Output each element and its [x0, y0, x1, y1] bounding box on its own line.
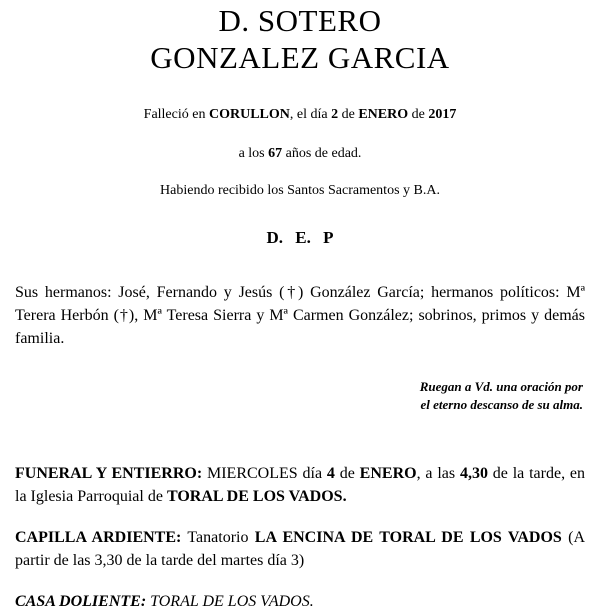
death-de2: de — [408, 107, 429, 122]
age-value: 67 — [268, 146, 283, 161]
funeral-place: TORAL DE LOS VADOS. — [166, 488, 347, 505]
death-mid: , el día — [289, 107, 332, 122]
age-prefix: a los — [238, 146, 269, 161]
funeral-t1: MIERCOLES día — [202, 465, 327, 482]
death-day: 2 — [331, 107, 339, 122]
deceased-name-line2: GONZALEZ GARCIA — [150, 40, 450, 75]
chapel-place: LA ENCINA DE TORAL DE LOS VADOS — [254, 529, 562, 546]
funeral-paragraph — [15, 462, 585, 508]
chapel-label: CAPILLA ARDIENTE: — [15, 529, 182, 546]
funeral-day: 4 — [326, 465, 335, 482]
death-de1: de — [338, 107, 359, 122]
death-place: CORULLON — [208, 107, 290, 122]
deceased-name-line1: D. SOTERO — [218, 3, 382, 38]
funeral-time: 4,30 — [459, 465, 488, 482]
chapel-t2: (A partir de las 3,30 de la tarde del martes día 3) — [15, 529, 586, 569]
house-paragraph — [15, 590, 585, 613]
age-line — [0, 145, 600, 163]
sacraments-line: Habiendo recibido los Santos Sacramentos y B.A. — [160, 183, 440, 198]
chapel-paragraph — [15, 526, 585, 572]
chapel-t1: Tanatorio — [181, 529, 255, 546]
funeral-t4: de la tarde, en la Iglesia Parroquial de — [15, 465, 586, 505]
funeral-label: FUNERAL Y ENTIERRO: — [15, 465, 203, 482]
family-paragraph: Sus hermanos: José, Fernando y Jesús (†) González García; hermanos políticos: Mª Terera Herbón (†), Mª Teresa Sierra y Mª Carmen González; sobrinos, primos y demás familia. — [15, 284, 585, 347]
funeral-month: ENERO — [359, 465, 417, 482]
house-place: TORAL DE LOS VADOS. — [146, 593, 314, 610]
funeral-t2: de — [334, 465, 360, 482]
prayer-line1: Ruegan a Vd. una oración por — [419, 379, 583, 394]
death-notice-line — [0, 106, 600, 124]
prayer-line2: el eterno descanso de su alma. — [420, 397, 583, 412]
death-month: ENERO — [358, 107, 409, 122]
funeral-t3: , a las — [416, 465, 460, 482]
death-prefix: Falleció en — [143, 107, 209, 122]
house-label: CASA DOLIENTE: — [15, 593, 147, 610]
death-year: 2017 — [428, 107, 457, 122]
dep-heading: D. E. P — [266, 228, 334, 247]
age-suffix: años de edad. — [282, 146, 362, 161]
prayer-request — [283, 378, 583, 414]
